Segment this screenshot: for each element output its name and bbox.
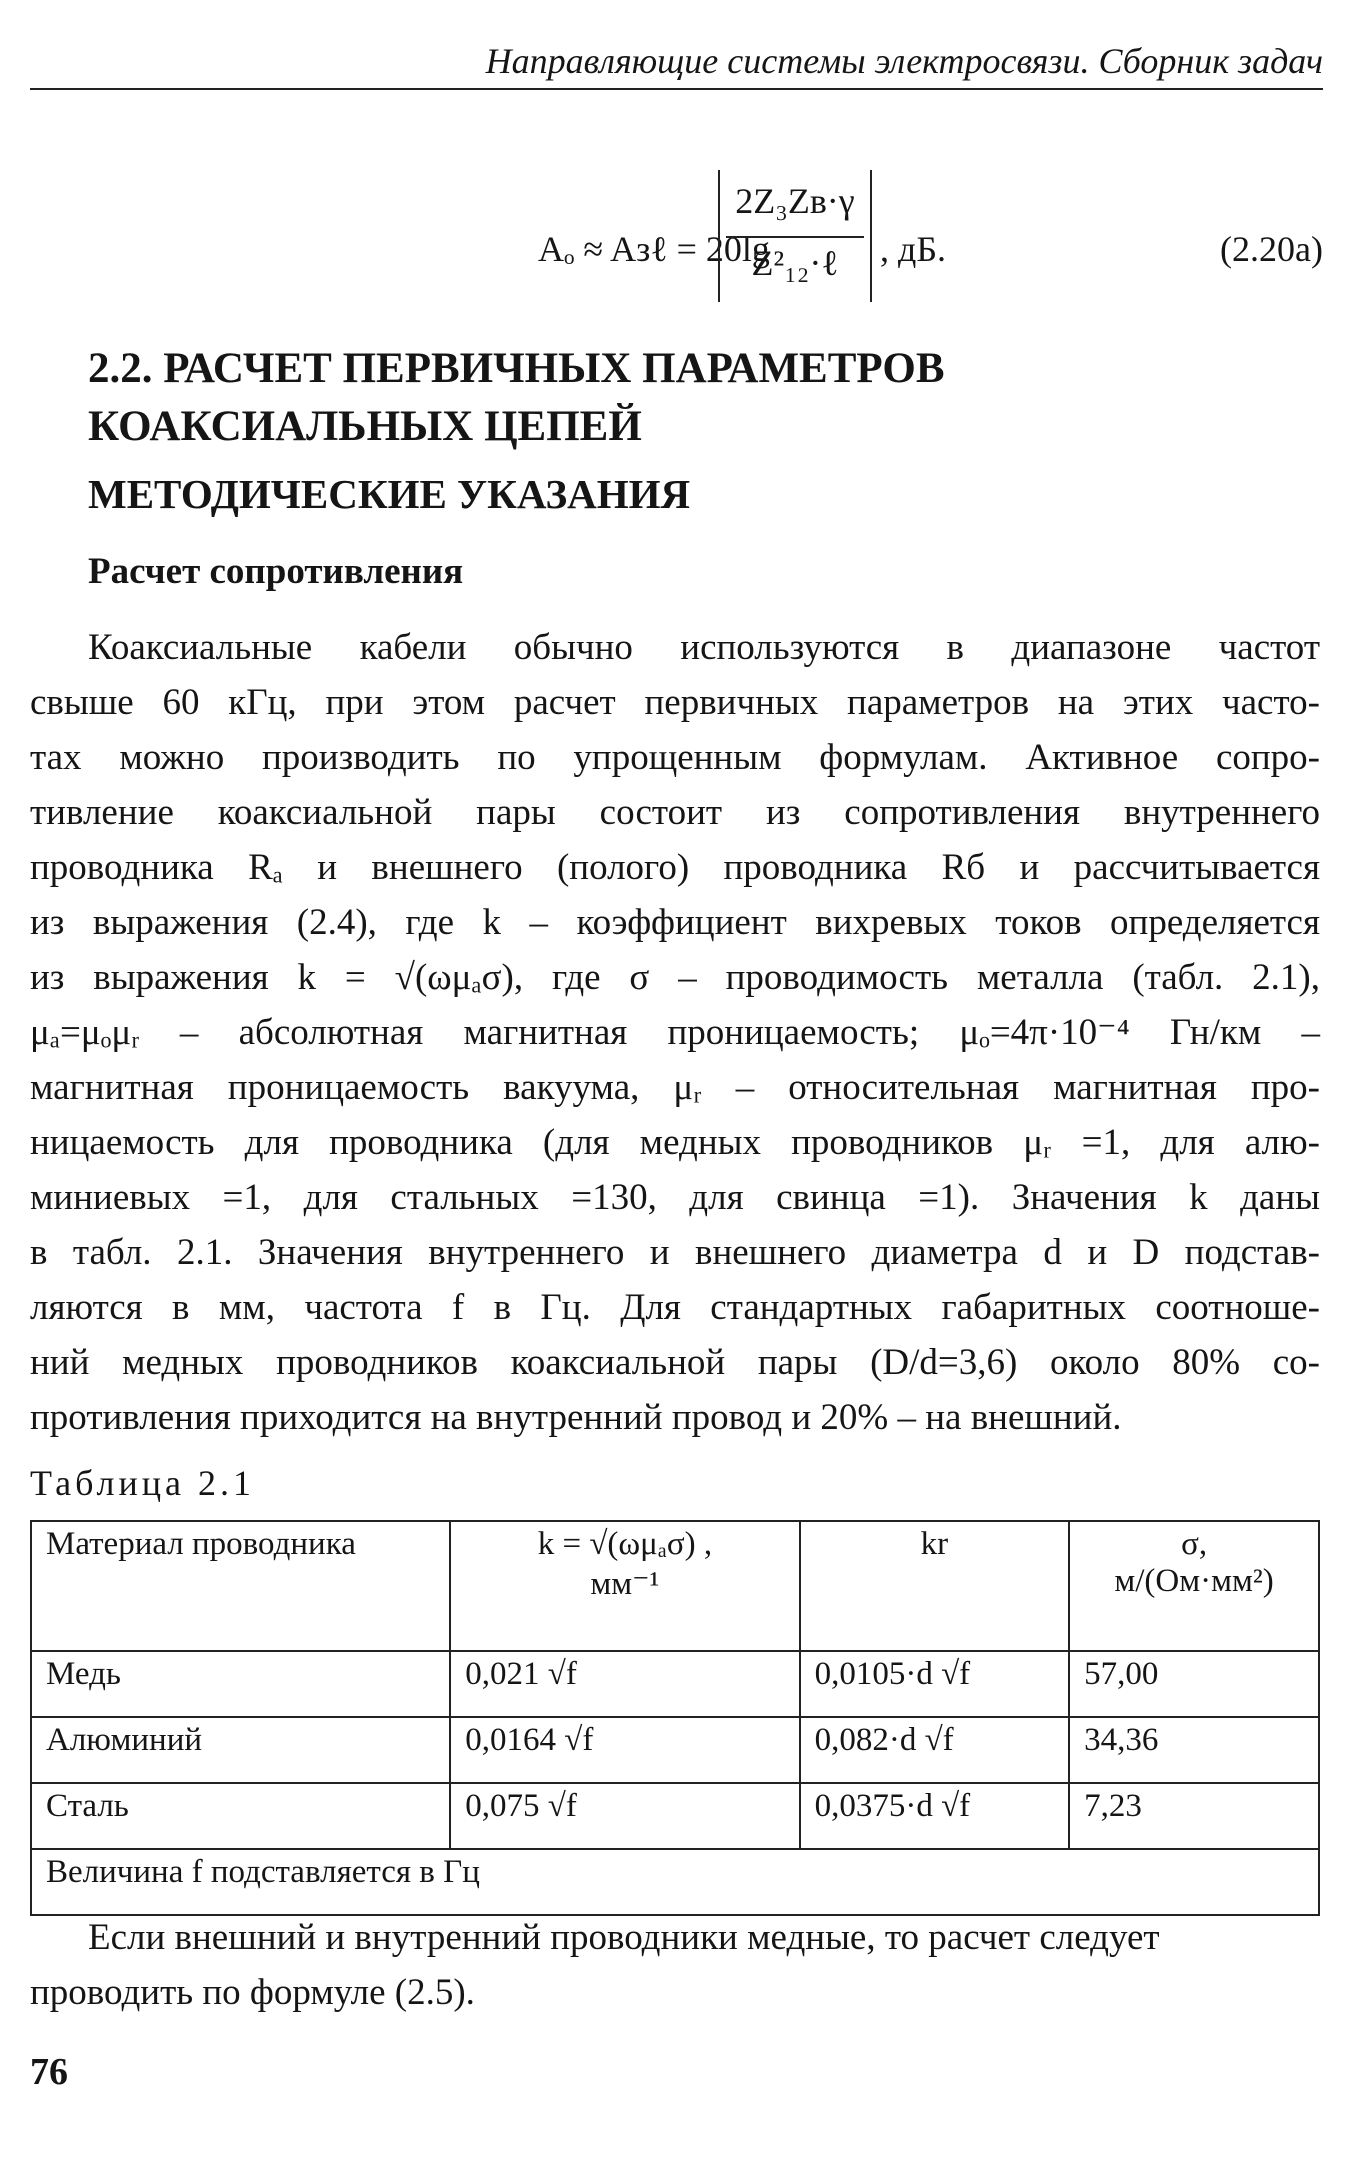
formula-number: (2.20a) xyxy=(1220,229,1323,269)
table-row xyxy=(31,1783,1319,1849)
cell-k: 0,075 √f xyxy=(450,1783,799,1849)
header-kr-label: kr xyxy=(920,1526,949,1562)
paragraph-line: μₐ=μₒμᵣ – абсолютная магнитная проницаемость; μₒ=4π·10⁻⁴ Гн/км – xyxy=(30,1012,1320,1053)
cell-sigma: 57,00 xyxy=(1069,1651,1319,1717)
formula-lhs: Aₒ ≈ Aзℓ = 20lg xyxy=(538,229,770,269)
fraction-bar xyxy=(726,236,864,238)
cell-k: 0,021 √f xyxy=(450,1651,799,1717)
header-kr xyxy=(800,1521,1070,1651)
paragraph-line: из выражения k = √(ωμₐσ), где σ – проводимость металла (табл. 2.1), xyxy=(30,957,1320,998)
cell-sigma: 34,36 xyxy=(1069,1717,1319,1783)
paragraph-line: из выражения (2.4), где k – коэффициент вихревых токов определяется xyxy=(30,902,1320,943)
cell-material: Алюминий xyxy=(31,1717,450,1783)
cell-k: 0,0164 √f xyxy=(450,1717,799,1783)
cell-sigma: 7,23 xyxy=(1069,1783,1319,1849)
cell-kr: 0,0375·d √f xyxy=(800,1783,1070,1849)
body-paragraph xyxy=(30,620,1320,1445)
cell-material: Сталь xyxy=(31,1783,450,1849)
materials-table xyxy=(30,1520,1320,1916)
paragraph-line: проводить по формуле (2.5). xyxy=(30,1972,475,2013)
paragraph-line: миниевых =1, для стальных =130, для свинца =1). Значения k даны xyxy=(30,1177,1320,1218)
header-material xyxy=(31,1521,450,1651)
table-footnote-row xyxy=(31,1849,1319,1915)
cell-material: Медь xyxy=(31,1651,450,1717)
header-sigma-symbol: σ, xyxy=(1181,1526,1208,1562)
header-material-label: Материал проводника xyxy=(46,1526,356,1562)
paragraph-line: Если внешний и внутренний проводники медные, то расчет следует xyxy=(88,1917,1160,1958)
formula-unit: , дБ. xyxy=(880,229,946,269)
paragraph-line: Коаксиальные кабели обычно используются в диапазоне частот xyxy=(88,627,1320,668)
table-row xyxy=(31,1651,1319,1717)
section-title xyxy=(88,340,1288,456)
paragraph-line: свыше 60 кГц, при этом расчет первичных параметров на этих часто- xyxy=(30,682,1320,723)
header-sigma xyxy=(1069,1521,1319,1651)
section-title-line-1: 2.2. РАСЧЕТ ПЕРВИЧНЫХ ПАРАМЕТРОВ xyxy=(88,345,945,392)
table-caption: Таблица 2.1 xyxy=(30,1463,255,1503)
paragraph-line: тивление коаксиальной пары состоит из сопротивления внутреннего xyxy=(30,792,1320,833)
after-table-paragraph xyxy=(30,1910,1320,2020)
paragraph-line: ляются в мм, частота f в Гц. Для стандартных габаритных соотноше- xyxy=(30,1287,1320,1328)
table-row xyxy=(31,1717,1319,1783)
running-header: Направляющие системы электросвязи. Сборник задач xyxy=(30,40,1323,90)
formula-numerator: 2Z₃Zв·γ xyxy=(735,181,855,221)
formula-2-20a xyxy=(30,150,1323,300)
cell-kr: 0,0105·d √f xyxy=(800,1651,1070,1717)
header-k-unit: мм⁻¹ xyxy=(590,1566,660,1602)
cell-kr: 0,082·d √f xyxy=(800,1717,1070,1783)
table-footnote: Величина f подставляется в Гц xyxy=(31,1849,1319,1915)
header-k xyxy=(450,1521,799,1651)
table-header-row xyxy=(31,1521,1319,1651)
paragraph-line: проводника Rₐ и внешнего (полого) проводника Rб и рассчитывается xyxy=(30,847,1320,888)
page-number: 76 xyxy=(30,2051,68,2093)
paragraph-line: в табл. 2.1. Значения внутреннего и внешнего диаметра d и D подстав- xyxy=(30,1232,1320,1273)
formula-denominator: Z²₁₂·ℓ xyxy=(751,243,839,283)
paragraph-line: магнитная проницаемость вакуума, μᵣ – относительная магнитная про- xyxy=(30,1067,1320,1108)
section-title-line-2: КОАКСИАЛЬНЫХ ЦЕПЕЙ xyxy=(88,403,642,450)
sub-heading: Расчет сопротивления xyxy=(88,551,464,592)
paragraph-line: противления приходится на внутренний провод и 20% – на внешний. xyxy=(30,1397,1122,1438)
header-k-formula: k = √(ωμₐσ) , xyxy=(537,1526,713,1562)
paragraph-line: ний медных проводников коаксиальной пары (D/d=3,6) около 80% со- xyxy=(30,1342,1320,1383)
header-sigma-unit: м/(Ом·мм²) xyxy=(1114,1563,1274,1599)
formula-abs-fraction xyxy=(718,170,872,302)
paragraph-line: ницаемость для проводника (для медных проводников μᵣ =1, для алю- xyxy=(30,1122,1320,1163)
subsection-title: МЕТОДИЧЕСКИЕ УКАЗАНИЯ xyxy=(88,471,691,517)
paragraph-line: тах можно производить по упрощенным формулам. Активное сопро- xyxy=(30,737,1320,778)
